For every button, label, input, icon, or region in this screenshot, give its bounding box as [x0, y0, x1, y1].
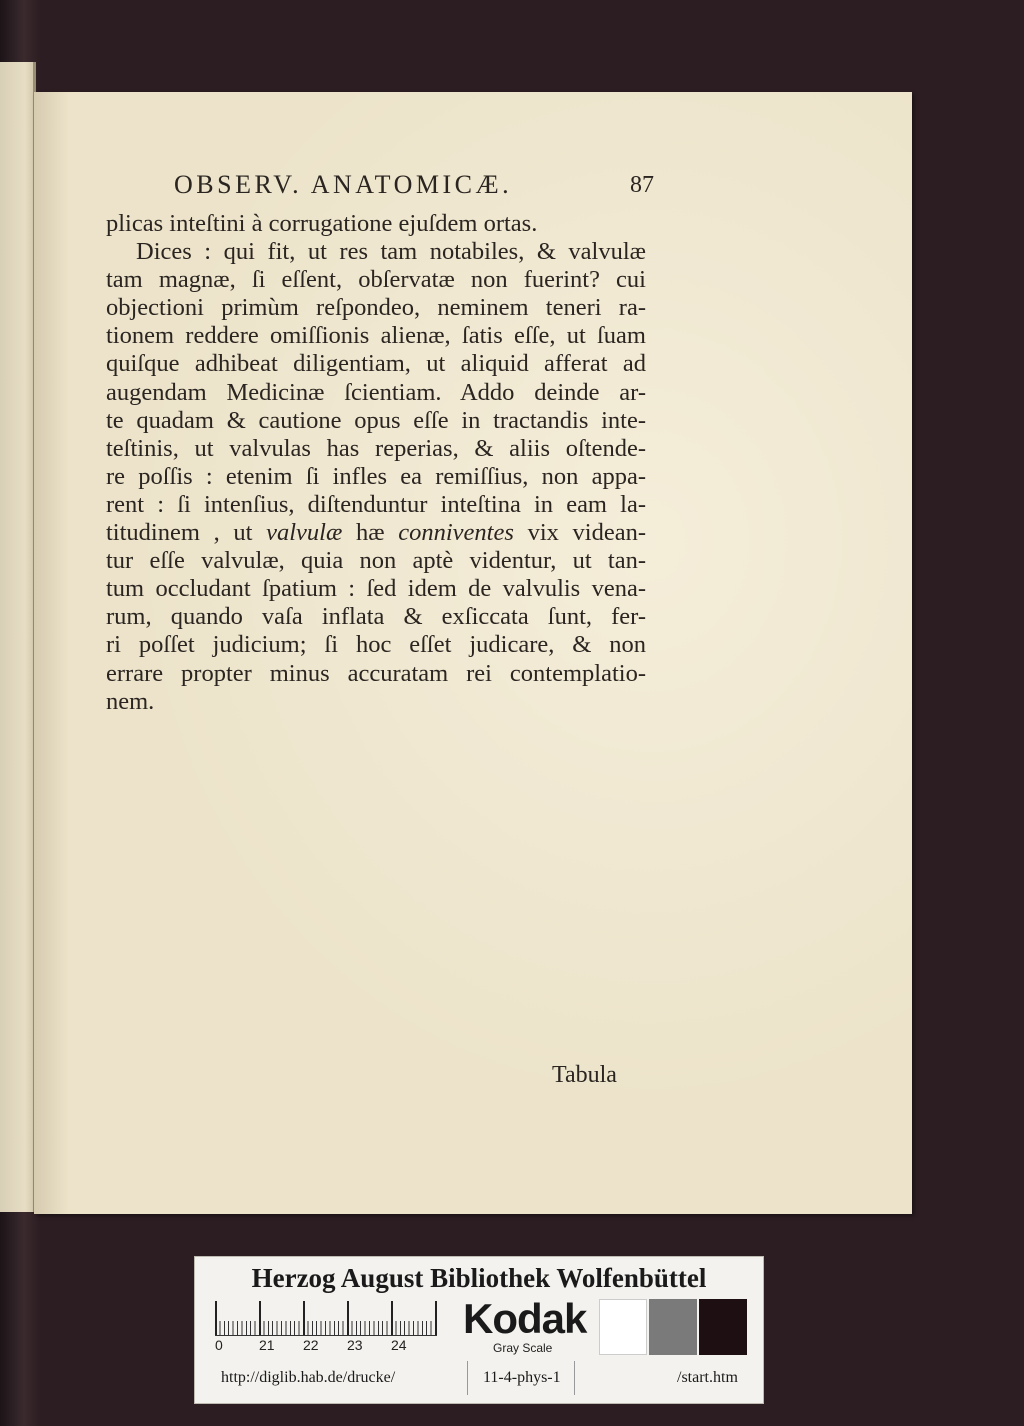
- text-line: rum, quando vaſa inflata & exſiccata ſunt, fer-: [106, 603, 646, 631]
- previous-page-edge: [0, 62, 36, 1212]
- text-line: objectioni primùm reſpondeo, neminem teneri ra-: [106, 294, 646, 322]
- text-line: Dices : qui fit, ut res tam notabiles, & valvulæ: [136, 238, 646, 266]
- gray-scale-swatches: [599, 1299, 749, 1355]
- text-line: tum occludant ſpatium : ſed idem de valvulis vena-: [106, 575, 646, 603]
- text-line: rent : ſi intenſius, diſtenduntur inteſtina in eam la-: [106, 490, 646, 518]
- italic-term: conniventes: [398, 519, 514, 547]
- text-line: teſtinis, ut valvulas has reperias, & aliis oſtende-: [106, 434, 646, 462]
- ruler-label: 0: [215, 1337, 223, 1353]
- url-mid: 11-4-phys-1: [483, 1369, 561, 1386]
- catchword: Tabula: [552, 1062, 617, 1088]
- ruler-labels: [215, 1337, 437, 1355]
- text-line: tur eſſe valvulæ, quia non aptè videntur, ut tan-: [106, 547, 646, 575]
- italic-term: valvulæ: [266, 519, 343, 547]
- ruler-label: 21: [259, 1337, 275, 1353]
- ruler-label: 24: [391, 1337, 407, 1353]
- text-fragment: vix videan-: [527, 519, 647, 547]
- text-line: ri poſſet judicium; ſi hoc eſſet judicare, & non: [106, 631, 646, 659]
- text-line: tam magnæ, ſi eſſent, obſervatæ non fuerint? cui: [106, 266, 646, 294]
- text-line: quiſque adhibeat diligentiam, ut aliquid afferat ad: [106, 350, 646, 378]
- text-line: plicas inteſtini à corrugatione ejuſdem ortas.: [106, 210, 538, 237]
- running-head-title: OBSERV. ANATOMICÆ.: [174, 170, 513, 199]
- gray-scale-label: Gray Scale: [493, 1341, 553, 1355]
- running-head: [174, 170, 654, 202]
- color-target-strip: [194, 1256, 764, 1404]
- body-text: [106, 210, 646, 716]
- kodak-logo: Kodak: [463, 1295, 587, 1342]
- url-right: /start.htm: [677, 1369, 738, 1386]
- library-name: Herzog August Bibliothek Wolfenbüttel: [251, 1263, 707, 1293]
- swatch-dark: [699, 1299, 747, 1355]
- text-line-mixed: [106, 519, 646, 547]
- ruler-icon: [215, 1301, 437, 1336]
- text-line: nem.: [106, 687, 155, 715]
- url-left: http://diglib.hab.de/drucke/: [221, 1369, 396, 1386]
- text-line: te quadam & cautione opus eſſe in tractandis inte-: [106, 406, 646, 434]
- text-line: tionem reddere omiſſionis alienæ, ſatis eſſe, ut ſuam: [106, 322, 646, 350]
- swatch-gray: [649, 1299, 697, 1355]
- text-fragment: hæ: [355, 519, 385, 547]
- book-page: [34, 92, 912, 1214]
- text-fragment: titudinem , ut: [106, 519, 253, 547]
- url-row: [195, 1369, 763, 1393]
- text-line: augendam Medicinæ ſcientiam. Addo deinde ar-: [106, 378, 646, 406]
- ruler-label: 22: [303, 1337, 319, 1353]
- swatch-white: [599, 1299, 647, 1355]
- text-line: errare propter minus accuratam rei contemplatio-: [106, 659, 646, 687]
- text-line: re poſſis : etenim ſi infles ea remiſſius, non appa-: [106, 462, 646, 490]
- page-number: 87: [630, 172, 654, 198]
- ruler-label: 23: [347, 1337, 363, 1353]
